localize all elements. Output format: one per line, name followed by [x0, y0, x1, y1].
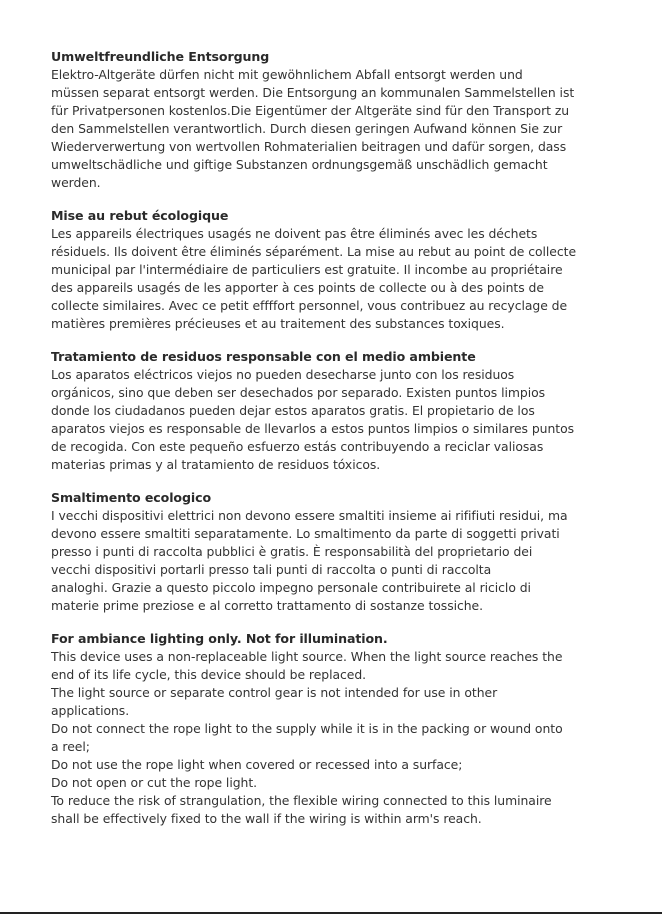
text-line: materie prime preziose e al corretto trattamento di sostanze tossiche. [51, 598, 484, 613]
text-line: donde los ciudadanos pueden dejar estos aparatos gratis. El propietario de los [51, 403, 535, 418]
text-line: analoghi. Grazie a questo piccolo impegno personale contribuirete al riciclo di [51, 580, 531, 595]
text-line: werden. [51, 175, 101, 190]
text-line: To reduce the risk of strangulation, the flexible wiring connected to this luminaire [51, 793, 552, 808]
text-line: matières premières précieuses et au traitement des substances toxiques. [51, 316, 505, 331]
text-line: müssen separat entsorgt werden. Die Entsorgung an kommunalen Sammelstellen ist [51, 85, 575, 100]
section-heading: Mise au rebut écologique [51, 208, 229, 223]
section-lighting-safety [51, 630, 611, 828]
text-line: presso i punti di raccolta pubblici è gratis. È responsabilità del proprietario dei [51, 544, 533, 559]
section-french-disposal [51, 207, 611, 333]
text-line: shall be effectively fixed to the wall if the wiring is within arm's reach. [51, 811, 482, 826]
section-german-disposal [51, 48, 611, 192]
text-line: I vecchi dispositivi elettrici non devono essere smaltiti insieme ai rififiuti residui, ma [51, 508, 568, 523]
text-line: Les appareils électriques usagés ne doivent pas être éliminés avec les déchets [51, 226, 538, 241]
text-line: devono essere smaltiti separatamente. Lo smaltimento da parte di soggetti privati [51, 526, 560, 541]
text-line: vecchi dispositivi portarli presso tali punti di raccolta o punti di raccolta [51, 562, 492, 577]
section-heading: Smaltimento ecologico [51, 490, 212, 505]
text-line: Wiederverwertung von wertvollen Rohmaterialien beitragen und dafür sorgen, dass [51, 139, 567, 154]
text-line: Do not connect the rope light to the supply while it is in the packing or wound onto [51, 721, 563, 736]
text-line: The light source or separate control gear is not intended for use in other [51, 685, 498, 700]
text-line: This device uses a non-replaceable light source. When the light source reaches the [51, 649, 563, 664]
text-line: de recogida. Con este pequeño esfuerzo estás contribuyendo a reciclar valiosas [51, 439, 544, 454]
text-line: Do not use the rope light when covered or recessed into a surface; [51, 757, 463, 772]
document-body [51, 48, 611, 843]
text-line: end of its life cycle, this device should be replaced. [51, 667, 367, 682]
text-line: Los aparatos eléctricos viejos no pueden desecharse junto con los residuos [51, 367, 515, 382]
text-line: a reel; [51, 739, 90, 754]
text-line: applications. [51, 703, 130, 718]
text-line: den Sammelstellen verantwortlich. Durch diesen geringen Aufwand können Sie zur [51, 121, 563, 136]
text-line: materias primas y al tratamiento de residuos tóxicos. [51, 457, 381, 472]
text-line: municipal par l'intermédiaire de particuliers est gratuite. Il incombe au propriétaire [51, 262, 563, 277]
section-text [51, 225, 611, 333]
text-line: für Privatpersonen kostenlos.Die Eigentümer der Altgeräte sind für den Transport zu [51, 103, 570, 118]
text-line: résiduels. Ils doivent être éliminés séparément. La mise au rebut au point de collecte [51, 244, 577, 259]
section-text [51, 507, 611, 615]
text-line: Do not open or cut the rope light. [51, 775, 258, 790]
section-spanish-disposal [51, 348, 611, 474]
text-line: Elektro-Altgeräte dürfen nicht mit gewöhnlichem Abfall entsorgt werden und [51, 67, 523, 82]
text-line: orgánicos, sino que deben ser desechados por separado. Existen puntos limpios [51, 385, 546, 400]
section-italian-disposal [51, 489, 611, 615]
text-line: des appareils usagés de les apporter à ces points de collecte ou à des points de [51, 280, 544, 295]
section-text [51, 648, 611, 828]
section-heading: Umweltfreundliche Entsorgung [51, 49, 270, 64]
text-line: umweltschädliche und giftige Substanzen ordnungsgemäß unschädlich gemacht [51, 157, 548, 172]
section-heading: Tratamiento de residuos responsable con el medio ambiente [51, 349, 476, 364]
text-line: aparatos viejos es responsable de llevarlos a estos puntos limpios o similares puntos [51, 421, 574, 436]
section-text [51, 66, 611, 192]
section-heading: For ambiance lighting only. Not for illumination. [51, 631, 388, 646]
section-text [51, 366, 611, 474]
text-line: collecte similaires. Avec ce petit effffort personnel, vous contribuez au recyclage de [51, 298, 568, 313]
